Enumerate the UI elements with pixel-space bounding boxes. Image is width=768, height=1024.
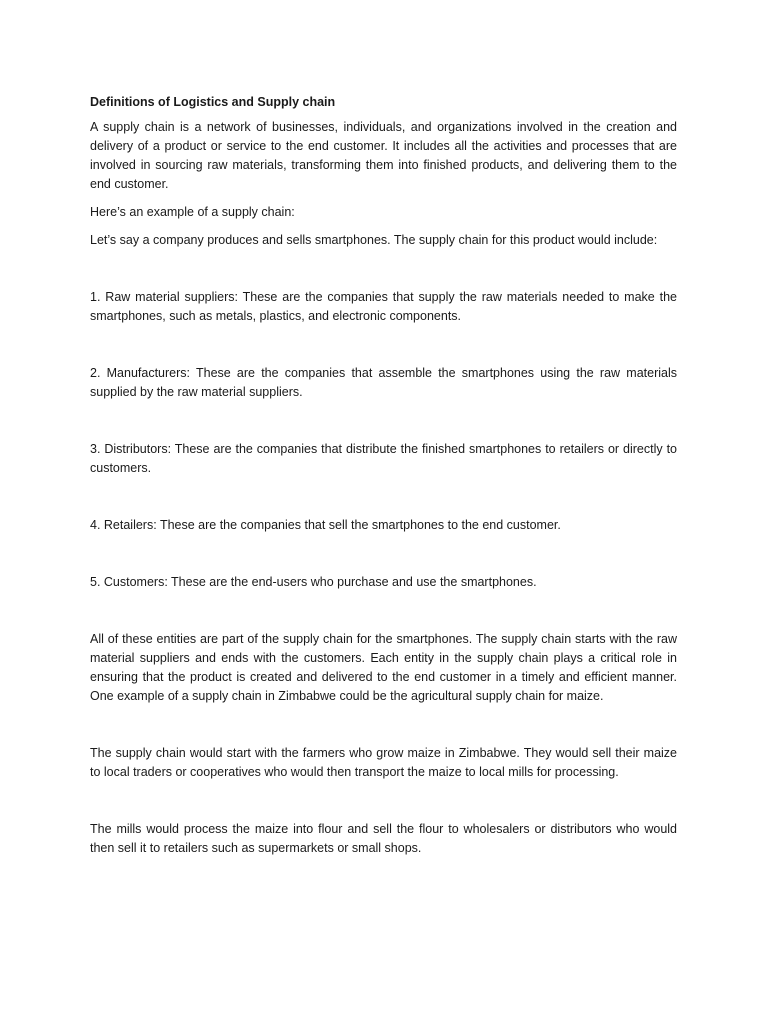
document-title: Definitions of Logistics and Supply chain [90,95,336,109]
list-item-customers: 5. Customers: These are the end-users who purchase and use the smartphones. [90,575,537,589]
list-item-distributors: 3. Distributors: These are the companies that distribute the finished smartphones to retailers or directly to customers. [90,442,677,475]
list-item-retailers: 4. Retailers: These are the companies that sell the smartphones to the end customer. [90,518,561,532]
paragraph-mills-processing: The mills would process the maize into flour and sell the flour to wholesalers or distributors who would then sell it to retailers such as supermarkets or small shops. [90,822,677,855]
list-item-raw-material-suppliers: 1. Raw material suppliers: These are the companies that supply the raw materials needed to make the smartphones, such as metals, plastics, and electronic components. [90,290,677,323]
paragraph-zimbabwe-farmers: The supply chain would start with the farmers who grow maize in Zimbabwe. They would sell their maize to local traders or cooperatives who would then transport the maize to local mills for processing. [90,746,677,779]
paragraph-entities-summary: All of these entities are part of the supply chain for the smartphones. The supply chain starts with the raw material suppliers and ends with the customers. Each entity in the supply chain plays a critical role in ensuring that the product is created and delivered to the end customer in a timely and efficient manner. One example of a supply chain in Zimbabwe could be the agricultural supply chain for maize. [90,632,677,703]
document-page [90,93,677,858]
paragraph-example-intro: Here’s an example of a supply chain: [90,205,295,219]
list-item-manufacturers: 2. Manufacturers: These are the companies that assemble the smartphones using the raw materials supplied by the raw material suppliers. [90,366,677,399]
paragraph-smartphone-intro: Let’s say a company produces and sells smartphones. The supply chain for this product would include: [90,233,658,247]
paragraph-supply-chain-definition: A supply chain is a network of businesses, individuals, and organizations involved in the creation and delivery of a product or service to the end customer. It includes all the activities and processes that are involved in sourcing raw materials, transforming them into finished products, and delivering them to the end customer. [90,120,677,191]
